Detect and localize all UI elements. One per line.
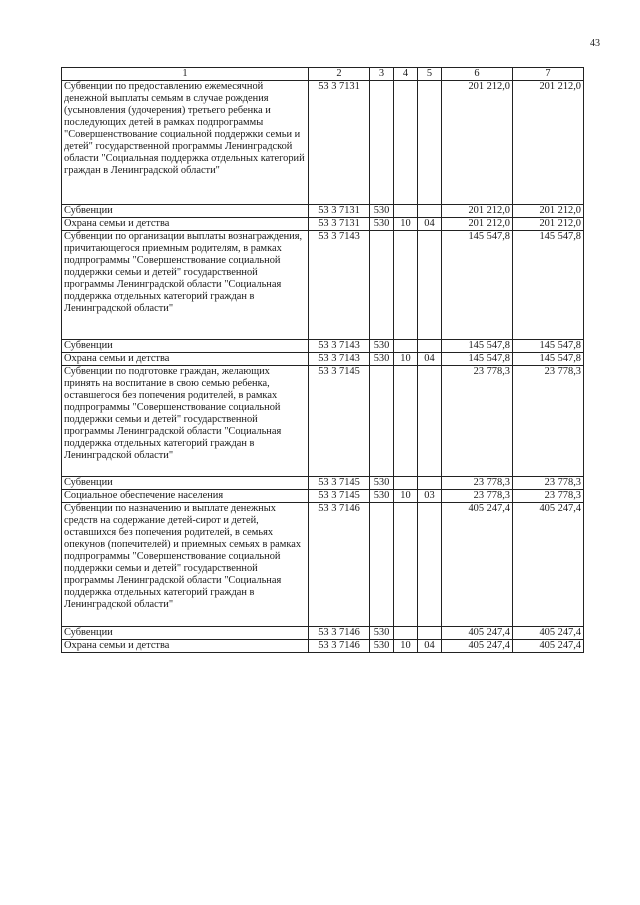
row-description: Субвенции [62, 340, 309, 353]
row-section [394, 503, 418, 627]
table-row [62, 231, 584, 340]
table-row [62, 353, 584, 366]
table-row [62, 218, 584, 231]
row-description: Субвенции [62, 205, 309, 218]
row-section [394, 205, 418, 218]
row-expense-type [370, 503, 394, 627]
row-expense-type [370, 81, 394, 205]
row-section: 10 [394, 353, 418, 366]
row-expense-type: 530 [370, 490, 394, 503]
row-section [394, 366, 418, 477]
budget-table [61, 67, 584, 653]
row-amount-year2: 23 778,3 [513, 477, 584, 490]
header-cell: 5 [418, 68, 442, 81]
row-section [394, 340, 418, 353]
row-subsection [418, 231, 442, 340]
row-description: Субвенции [62, 477, 309, 490]
row-expense-type: 530 [370, 205, 394, 218]
row-amount-year2: 201 212,0 [513, 205, 584, 218]
page-number: 43 [590, 38, 600, 49]
row-section [394, 81, 418, 205]
row-target-code: 53 3 7146 [309, 640, 370, 653]
row-description: Социальное обеспечение населения [62, 490, 309, 503]
row-target-code: 53 3 7131 [309, 205, 370, 218]
row-amount-year2: 405 247,4 [513, 627, 584, 640]
header-cell: 3 [370, 68, 394, 81]
row-amount-year2: 23 778,3 [513, 490, 584, 503]
row-expense-type: 530 [370, 640, 394, 653]
row-amount-year1: 23 778,3 [442, 477, 513, 490]
row-target-code: 53 3 7143 [309, 353, 370, 366]
table-row [62, 205, 584, 218]
row-target-code: 53 3 7145 [309, 366, 370, 477]
row-amount-year2: 145 547,8 [513, 340, 584, 353]
row-target-code: 53 3 7145 [309, 477, 370, 490]
row-amount-year1: 405 247,4 [442, 627, 513, 640]
row-expense-type: 530 [370, 627, 394, 640]
row-amount-year2: 145 547,8 [513, 353, 584, 366]
row-expense-type: 530 [370, 477, 394, 490]
row-target-code: 53 3 7145 [309, 490, 370, 503]
header-cell: 4 [394, 68, 418, 81]
row-target-code: 53 3 7131 [309, 81, 370, 205]
table-header-row [62, 68, 584, 81]
header-cell: 7 [513, 68, 584, 81]
row-subsection: 04 [418, 353, 442, 366]
row-description: Субвенции [62, 627, 309, 640]
row-description: Субвенции по организации выплаты вознаграждения, причитающегося приемным родителям, в рамках подпрограммы "Совершенствование социальной поддержки семьи и детей" государственной программы Ленинградской области "Социальная поддержка отдельных категорий граждан в Ленинградской области" [62, 231, 309, 340]
row-amount-year1: 201 212,0 [442, 218, 513, 231]
row-amount-year2: 201 212,0 [513, 81, 584, 205]
table-row [62, 340, 584, 353]
row-description: Охрана семьи и детства [62, 640, 309, 653]
table-row [62, 627, 584, 640]
table-row [62, 640, 584, 653]
table-row [62, 490, 584, 503]
row-section: 10 [394, 218, 418, 231]
row-target-code: 53 3 7143 [309, 340, 370, 353]
table-row [62, 477, 584, 490]
row-section: 10 [394, 640, 418, 653]
header-cell: 1 [62, 68, 309, 81]
row-amount-year2: 23 778,3 [513, 366, 584, 477]
table-row [62, 366, 584, 477]
row-description: Охрана семьи и детства [62, 218, 309, 231]
row-amount-year1: 201 212,0 [442, 205, 513, 218]
row-amount-year1: 405 247,4 [442, 503, 513, 627]
row-amount-year1: 145 547,8 [442, 353, 513, 366]
row-subsection: 04 [418, 218, 442, 231]
row-amount-year1: 201 212,0 [442, 81, 513, 205]
row-section [394, 477, 418, 490]
row-subsection [418, 81, 442, 205]
row-target-code: 53 3 7146 [309, 503, 370, 627]
row-subsection: 03 [418, 490, 442, 503]
row-subsection [418, 503, 442, 627]
row-target-code: 53 3 7143 [309, 231, 370, 340]
row-expense-type: 530 [370, 353, 394, 366]
row-expense-type [370, 231, 394, 340]
row-section [394, 231, 418, 340]
row-description: Субвенции по назначению и выплате денежных средств на содержание детей-сирот и детей, оставшихся без попечения родителей, в семьях опекунов (попечителей) и приемных семьях в рамках подпрограммы "Совершенствование социальной поддержки семьи и детей" государственной программы Ленинградской области "Социальная поддержка отдельных категорий граждан в Ленинградской области" [62, 503, 309, 627]
header-cell: 6 [442, 68, 513, 81]
row-amount-year1: 405 247,4 [442, 640, 513, 653]
row-description: Субвенции по предоставлению ежемесячной денежной выплаты семьям в случае рождения (усыновления (удочерения) третьего ребенка и последующих детей в рамках подпрограммы "Совершенствование социальной поддержки семьи и детей" государственной программы Ленинградской области "Социальная поддержка отдельных категорий граждан в Ленинградской области" [62, 81, 309, 205]
row-subsection [418, 627, 442, 640]
table-row [62, 81, 584, 205]
table-body [62, 81, 584, 653]
row-amount-year1: 145 547,8 [442, 231, 513, 340]
row-amount-year2: 145 547,8 [513, 231, 584, 340]
row-subsection [418, 477, 442, 490]
row-subsection: 04 [418, 640, 442, 653]
row-expense-type [370, 366, 394, 477]
row-description: Охрана семьи и детства [62, 353, 309, 366]
row-section: 10 [394, 490, 418, 503]
header-cell: 2 [309, 68, 370, 81]
row-target-code: 53 3 7131 [309, 218, 370, 231]
row-amount-year2: 405 247,4 [513, 640, 584, 653]
row-amount-year1: 23 778,3 [442, 366, 513, 477]
row-expense-type: 530 [370, 218, 394, 231]
row-amount-year1: 145 547,8 [442, 340, 513, 353]
row-amount-year1: 23 778,3 [442, 490, 513, 503]
row-subsection [418, 340, 442, 353]
row-subsection [418, 366, 442, 477]
table-row [62, 503, 584, 627]
row-subsection [418, 205, 442, 218]
row-target-code: 53 3 7146 [309, 627, 370, 640]
row-amount-year2: 201 212,0 [513, 218, 584, 231]
row-expense-type: 530 [370, 340, 394, 353]
row-section [394, 627, 418, 640]
row-amount-year2: 405 247,4 [513, 503, 584, 627]
row-description: Субвенции по подготовке граждан, желающих принять на воспитание в свою семью ребенка, оставшегося без попечения родителей, в рамках подпрограммы "Совершенствование социальной поддержки семьи и детей" государственной программы Ленинградской области "Социальная поддержка отдельных категорий граждан в Ленинградской области" [62, 366, 309, 477]
